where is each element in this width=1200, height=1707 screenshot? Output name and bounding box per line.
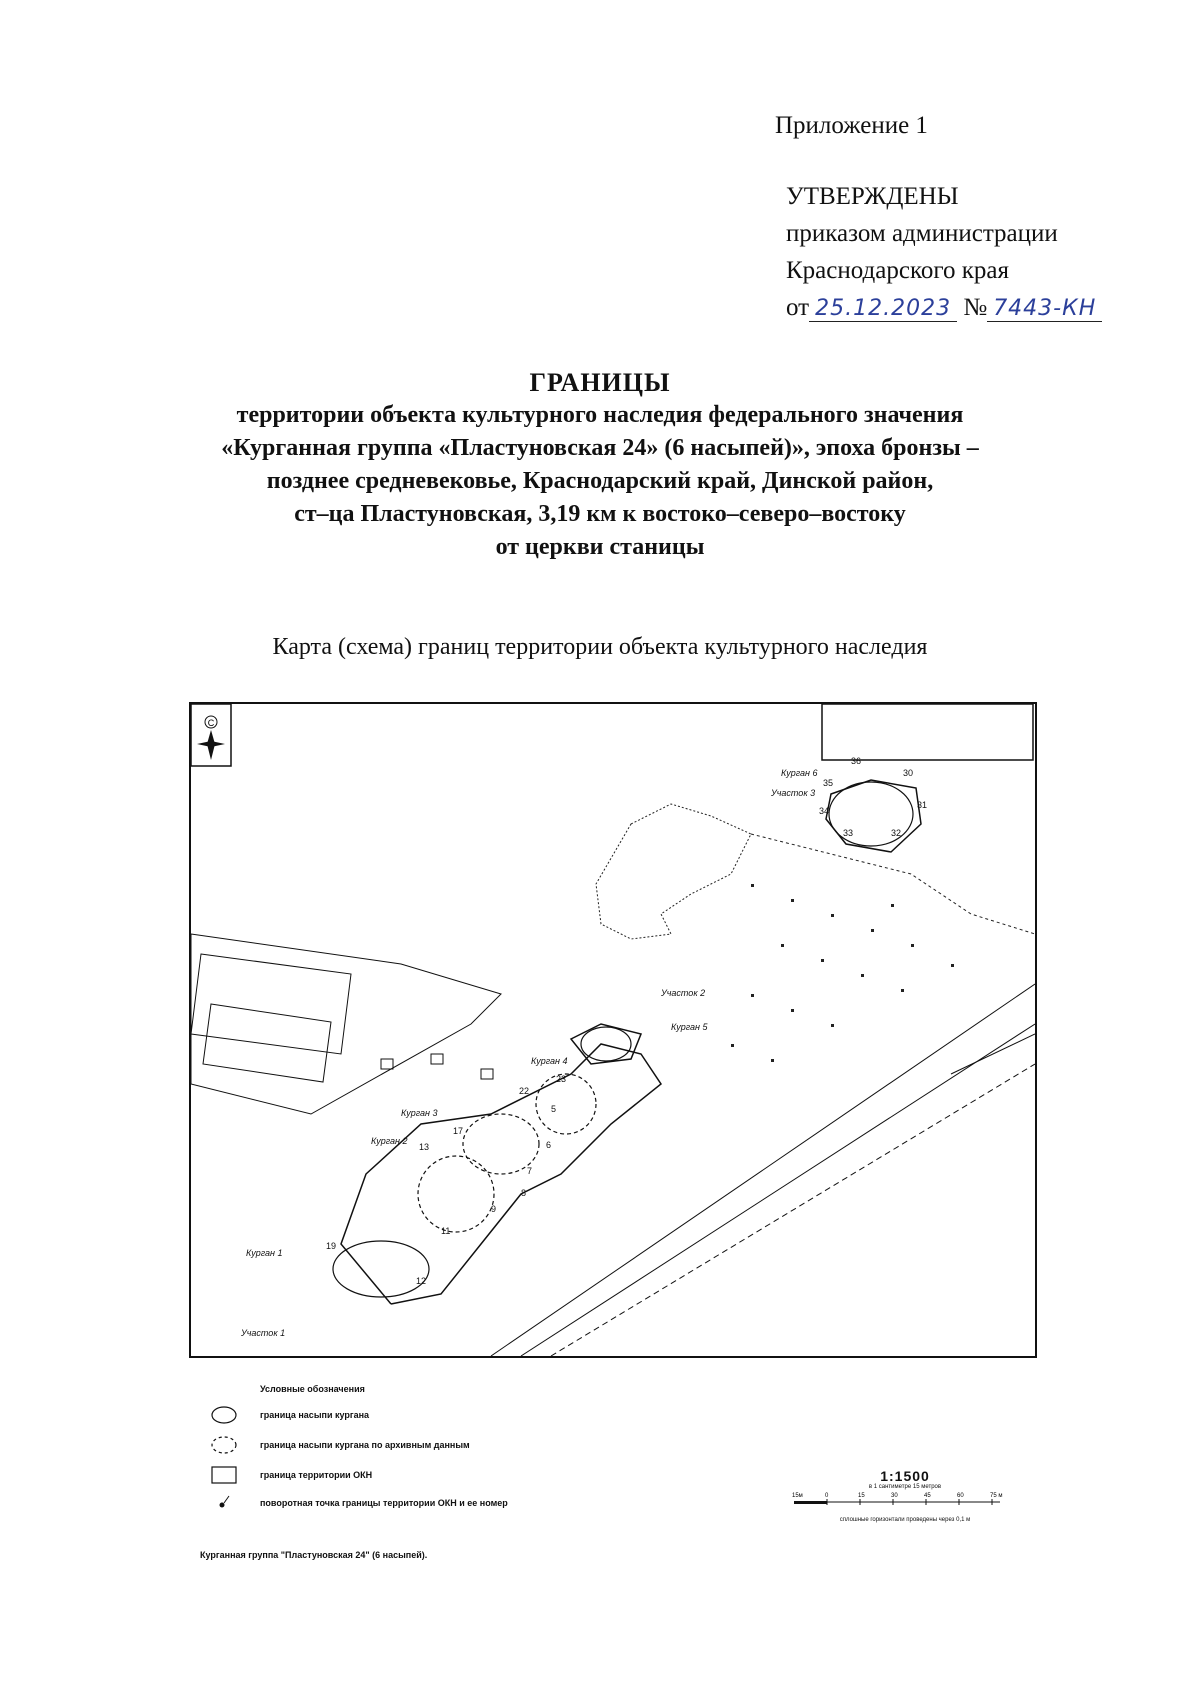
point-number: 13 xyxy=(419,1142,430,1152)
point-number: 5 xyxy=(551,1104,557,1114)
point-number: 19 xyxy=(326,1241,337,1251)
title-line-2: «Курганная группа «Пластуновская 24» (6 насыпей)», эпоха бронзы – xyxy=(221,435,979,461)
territory-boundary-icon xyxy=(210,1464,238,1486)
title-line-4: ст–ца Пластуновская, 3,19 км к востоко–северо–востоку xyxy=(294,501,906,527)
scale-block xyxy=(790,1468,1020,1523)
title-line-5: от церкви станицы xyxy=(495,534,705,560)
point-number: 9 xyxy=(491,1204,497,1214)
title-line-3: позднее средневековье, Краснодарский край, Динской район, xyxy=(266,468,934,494)
scale-tick: 30 xyxy=(891,1493,898,1499)
kurgan-circles xyxy=(333,782,913,1297)
title-main: ГРАНИЦЫ xyxy=(529,368,671,397)
kurgan-2-circle xyxy=(418,1156,497,1232)
map-drawing xyxy=(191,704,1035,1356)
legend-title: Условные обозначения xyxy=(260,1384,365,1394)
label-kurgan-6: Курган 6 xyxy=(781,768,818,778)
scale-tick: 15 xyxy=(858,1493,865,1499)
point-number: 7 xyxy=(527,1166,533,1176)
field-dots xyxy=(731,884,954,1062)
label-kurgan-3: Курган 3 xyxy=(401,1108,438,1118)
label-kurgan-5: Курган 5 xyxy=(671,1022,708,1032)
point-number: 23 xyxy=(556,1074,567,1084)
kurgan-1-circle xyxy=(333,1241,429,1297)
label-uchastok-2: Участок 2 xyxy=(661,988,706,998)
point-number: 31 xyxy=(917,800,928,810)
scale-ratio: 1:1500 xyxy=(880,1468,930,1484)
point-number: 36 xyxy=(851,756,862,766)
scale-bar xyxy=(790,1490,1020,1512)
kurgan-5-circle xyxy=(581,1027,631,1061)
point-number: 6 xyxy=(546,1140,552,1150)
handwritten-date: 25.12.2023 xyxy=(809,296,957,322)
legend-text: граница насыпи кургана xyxy=(260,1410,370,1420)
approval-block xyxy=(786,178,1102,327)
label-uchastok-3: Участок 3 xyxy=(771,788,816,798)
compass-letter: С xyxy=(207,718,215,728)
label-uchastok-1: Участок 1 xyxy=(241,1328,286,1338)
document-title xyxy=(150,366,1050,564)
legend-text: граница насыпи кургана по архивным данным xyxy=(260,1440,470,1450)
point-number: 8 xyxy=(521,1188,527,1198)
contour-note: сплошные горизонтали проведены через 0,1 м xyxy=(839,1517,971,1523)
title-line-1: территории объекта культурного наследия федерального значения xyxy=(236,402,964,428)
dotted-field xyxy=(596,804,1035,939)
turning-point-icon xyxy=(210,1492,238,1514)
point-number: 11 xyxy=(441,1226,451,1236)
building-plots xyxy=(191,934,501,1114)
approved-by-order: приказом администрации xyxy=(786,220,1058,247)
boundary-map xyxy=(189,702,1037,1358)
point-number: 17 xyxy=(453,1126,464,1136)
point-number: 34 xyxy=(819,806,830,816)
number-prefix: № xyxy=(963,294,988,321)
handwritten-number: 7443-КН xyxy=(987,296,1102,322)
point-number: 32 xyxy=(891,828,902,838)
approved-region: Краснодарского края xyxy=(786,257,1009,284)
label-kurgan-1: Курган 1 xyxy=(246,1248,283,1258)
scale-tick: 60 xyxy=(957,1493,964,1499)
scale-note: в 1 сантиметре 15 метров xyxy=(868,1484,942,1490)
scale-tick: 75 м xyxy=(990,1493,1003,1499)
scale-tick: 0 xyxy=(825,1493,829,1499)
archival-mound-boundary-icon xyxy=(210,1434,238,1456)
map-legend xyxy=(210,1384,630,1514)
turning-points xyxy=(326,756,927,1286)
map-footer-caption: Курганная группа "Пластуновская 24" (6 насыпей). xyxy=(200,1550,428,1560)
scale-tick: 45 xyxy=(924,1493,931,1499)
appendix-label: Приложение 1 xyxy=(775,112,928,139)
compass-icon xyxy=(191,704,231,766)
point-number: 35 xyxy=(823,778,834,788)
point-number: 22 xyxy=(519,1086,530,1096)
point-number: 12 xyxy=(416,1276,427,1286)
legend-text: граница территории ОКН xyxy=(260,1470,373,1480)
legend-text: поворотная точка границы территории ОКН и ее номер xyxy=(260,1498,508,1508)
approved-heading: УТВЕРЖДЕНЫ xyxy=(786,183,959,210)
point-number: 30 xyxy=(903,768,914,778)
label-kurgan-4: Курган 4 xyxy=(531,1056,568,1066)
date-prefix: от xyxy=(786,294,810,321)
kurgan-3-circle xyxy=(463,1114,539,1174)
point-number: 33 xyxy=(843,828,854,838)
map-caption: Карта (схема) границ территории объекта культурного наследия xyxy=(272,634,928,660)
scale-tick: 15м xyxy=(792,1493,803,1499)
mound-boundary-icon xyxy=(210,1404,238,1426)
approval-date-line xyxy=(786,289,1102,327)
stamp-box xyxy=(822,704,1033,760)
label-kurgan-2: Курган 2 xyxy=(371,1136,408,1146)
